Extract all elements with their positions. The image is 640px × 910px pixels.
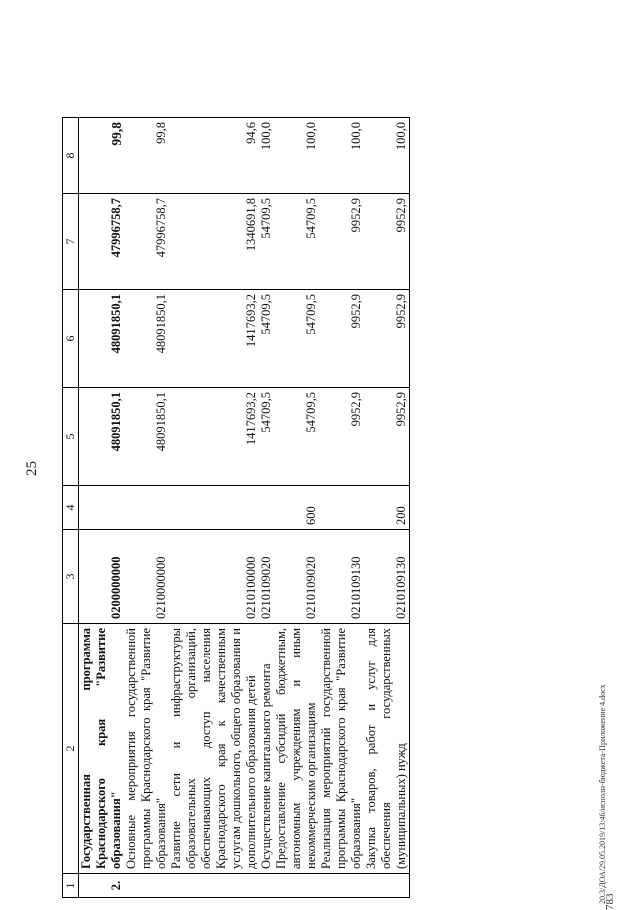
row-number xyxy=(319,874,364,898)
value-col5: 54709,5 xyxy=(274,388,319,486)
row-name: Реализация мероприятий государственной программы Краснодарского края "Развитие образования" xyxy=(319,624,364,874)
value-col7: 9952,9 xyxy=(364,194,410,290)
value-col5: 48091850,1 xyxy=(124,388,169,486)
value-col8: 100,0 xyxy=(319,118,364,194)
value-col5: 54709,5 xyxy=(259,388,274,486)
value-col8: 99,8 xyxy=(79,118,125,194)
value-col6: 54709,5 xyxy=(274,290,319,388)
table-row xyxy=(364,118,410,898)
value-col6: 9952,9 xyxy=(319,290,364,388)
row-name: Осуществление капитального ремонта xyxy=(259,624,274,874)
table-header-row xyxy=(63,118,79,898)
header-cell: 3 xyxy=(63,530,79,624)
row-name: Развитие сети и инфраструктуры образовательных организаций, обеспечивающих доступ населения Краснодарского края к качественным услугам дошкольного, общего образования и дополнительного образования детей xyxy=(169,624,259,874)
row-number xyxy=(169,874,259,898)
row-number xyxy=(259,874,274,898)
target-code: 0210109020 xyxy=(259,530,274,624)
table-row xyxy=(79,118,125,898)
expense-type xyxy=(259,486,274,530)
expense-type: 200 xyxy=(364,486,410,530)
header-cell: 1 xyxy=(63,874,79,898)
value-col6: 54709,5 xyxy=(259,290,274,388)
budget-table xyxy=(62,117,410,898)
expense-type xyxy=(79,486,125,530)
value-col8: 100,0 xyxy=(274,118,319,194)
table-row xyxy=(319,118,364,898)
expense-type xyxy=(169,486,259,530)
target-code: 0210100000 xyxy=(169,530,259,624)
value-col8: 99,8 xyxy=(124,118,169,194)
header-cell: 6 xyxy=(63,290,79,388)
corner-page-number: 783 xyxy=(604,894,616,910)
table-row xyxy=(259,118,274,898)
expense-type xyxy=(319,486,364,530)
value-col5: 9952,9 xyxy=(364,388,410,486)
value-col8: 94,6 xyxy=(169,118,259,194)
header-cell: 7 xyxy=(63,194,79,290)
value-col6: 48091850,1 xyxy=(124,290,169,388)
expense-type xyxy=(124,486,169,530)
row-number xyxy=(364,874,410,898)
value-col7: 47996758,7 xyxy=(124,194,169,290)
target-code: 0210109130 xyxy=(364,530,410,624)
value-col8: 100,0 xyxy=(364,118,410,194)
value-col8: 100,0 xyxy=(259,118,274,194)
target-code: 0210109020 xyxy=(274,530,319,624)
footer-file-path: 20.3/ДОА/29.05.2019/13:46/исполн-бюджета-Приложение 4.docx xyxy=(598,684,607,904)
value-col6: 48091850,1 xyxy=(79,290,125,388)
table-row xyxy=(274,118,319,898)
value-col7: 9952,9 xyxy=(319,194,364,290)
value-col5: 1417693,2 xyxy=(169,388,259,486)
value-col7: 47996758,7 xyxy=(79,194,125,290)
row-name: Основные мероприятия государственной программы Краснодарского края "Развитие образования" xyxy=(124,624,169,874)
header-cell: 4 xyxy=(63,486,79,530)
header-cell: 2 xyxy=(63,624,79,874)
table-row xyxy=(124,118,169,898)
expense-type: 600 xyxy=(274,486,319,530)
target-code: 0210109130 xyxy=(319,530,364,624)
target-code: 0210000000 xyxy=(124,530,169,624)
value-col5: 48091850,1 xyxy=(79,388,125,486)
page-number: 25 xyxy=(24,461,41,476)
row-name: Предоставление субсидий бюджетным, автономным учреждениям и иным некоммерческим организациям xyxy=(274,624,319,874)
row-name: Государственная программа Краснодарского края "Развитие образования" xyxy=(79,624,125,874)
header-cell: 5 xyxy=(63,388,79,486)
header-cell: 8 xyxy=(63,118,79,194)
value-col5: 9952,9 xyxy=(319,388,364,486)
row-name: Закупка товаров, работ и услуг для обеспечения государственных (муниципальных) нужд xyxy=(364,624,410,874)
value-col7: 54709,5 xyxy=(274,194,319,290)
row-number xyxy=(274,874,319,898)
value-col7: 1340691,8 xyxy=(169,194,259,290)
row-number xyxy=(124,874,169,898)
value-col6: 1417693,2 xyxy=(169,290,259,388)
row-number: 2. xyxy=(79,874,125,898)
target-code: 0200000000 xyxy=(79,530,125,624)
value-col7: 54709,5 xyxy=(259,194,274,290)
value-col6: 9952,9 xyxy=(364,290,410,388)
table-row xyxy=(169,118,259,898)
